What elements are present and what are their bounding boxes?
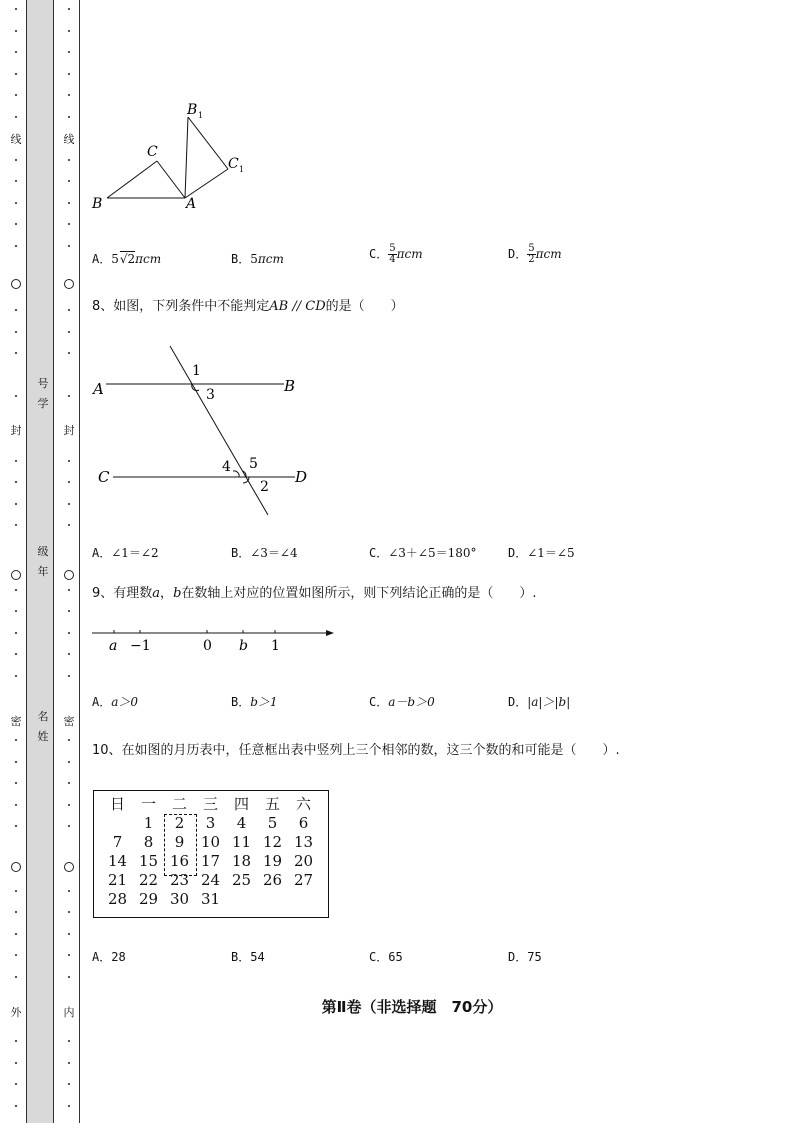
q10-option-a[interactable]: A．28 <box>92 950 126 964</box>
margin-inner-char: 线 <box>63 133 75 146</box>
calendar-week-row <box>102 890 319 909</box>
calendar-day-cell: 17 <box>200 852 221 870</box>
axis-label-one: 1 <box>271 638 280 654</box>
calendar-weekday: 五 <box>264 795 280 813</box>
calendar-day-cell <box>288 890 319 909</box>
margin-inner-circle <box>64 570 74 580</box>
q7-option-a[interactable]: A．5√2πcm <box>92 252 162 266</box>
margin-outer-char: 封 <box>10 424 22 437</box>
calendar-day-cell: 31 <box>200 890 221 908</box>
field-label-char: 名 <box>37 710 49 723</box>
margin-inner-char: 密 <box>63 715 75 728</box>
q8-option-c[interactable]: C．∠3＋∠5＝180° <box>369 546 477 560</box>
angle-label-1: 1 <box>192 363 201 379</box>
q9-option-b[interactable]: B．b＞1 <box>231 695 278 709</box>
angle-label-3: 3 <box>206 387 215 403</box>
calendar-week-row <box>102 833 319 852</box>
calendar-header-row <box>102 795 319 814</box>
calendar-day-cell: 15 <box>138 852 159 870</box>
calendar-day-cell: 2 <box>174 814 185 832</box>
calendar-day-cell: 22 <box>138 871 159 889</box>
calendar-week-row <box>102 814 319 833</box>
calendar-day-cell: 27 <box>293 871 314 889</box>
calendar-weekday: 六 <box>295 795 311 813</box>
q9-option-d[interactable]: D．|a|＞|b| <box>508 695 571 709</box>
axis-label-a: a <box>109 638 118 654</box>
q7-option-b[interactable]: B．5πcm <box>231 252 284 266</box>
label-C1: C <box>228 156 239 172</box>
field-label-char: 级 <box>37 545 49 558</box>
q7-rotation-figure <box>85 95 265 220</box>
calendar-week-row <box>102 871 319 890</box>
angle-label-4: 4 <box>222 459 231 475</box>
margin-inner-circle <box>64 279 74 289</box>
q8-parallel-lines-figure <box>88 340 318 525</box>
calendar-day-cell <box>257 890 288 909</box>
calendar-day-cell: 16 <box>169 852 190 870</box>
label-B: B <box>92 196 103 212</box>
margin-outer-char: 外 <box>10 1006 22 1019</box>
margin-border-left <box>26 0 27 1123</box>
calendar-day-cell: 26 <box>262 871 283 889</box>
q7-option-c[interactable]: C． $\frac{5}{4}$ πcm <box>369 243 423 265</box>
margin-outer-char: 线 <box>10 133 22 146</box>
calendar-weekday: 二 <box>171 795 187 813</box>
label-C1-subscript: 1 <box>239 165 245 174</box>
calendar-day-cell <box>102 814 133 833</box>
q10-stem: 10、在如图的月历表中，任意框出表中竖列上三个相邻的数，这三个数的和可能是（ ）. <box>92 743 620 758</box>
calendar-day-cell: 10 <box>200 833 221 851</box>
calendar-day-cell: 21 <box>107 871 128 889</box>
q8-option-a[interactable]: A．∠1＝∠2 <box>92 546 159 560</box>
margin-border-right <box>53 0 54 1123</box>
calendar-day-cell <box>226 890 257 909</box>
calendar-weekday: 一 <box>140 795 156 813</box>
field-label-char: 学 <box>37 397 49 410</box>
calendar-day-cell: 25 <box>231 871 252 889</box>
calendar-day-cell: 14 <box>107 852 128 870</box>
q8-stem: 8、如图，下列条件中不能判定AB // CD的是（ ） <box>92 299 404 314</box>
q10-option-d[interactable]: D．75 <box>508 950 542 964</box>
binding-margin-strip <box>26 0 53 1123</box>
calendar-day-cell: 29 <box>138 890 159 908</box>
q9-option-c[interactable]: C．a－b＞0 <box>369 695 435 709</box>
margin-outer-circle <box>11 570 21 580</box>
axis-label-minus-one: −1 <box>130 638 151 654</box>
calendar-day-cell: 9 <box>174 833 185 851</box>
angle-label-5: 5 <box>249 456 258 472</box>
q8-option-b[interactable]: B．∠3＝∠4 <box>231 546 298 560</box>
q7-option-d[interactable]: D． $\frac{5}{2}$ πcm <box>508 243 562 265</box>
calendar-day-cell: 18 <box>231 852 252 870</box>
margin-cut-line <box>79 0 80 1123</box>
label-C: C <box>98 468 110 486</box>
calendar-day-cell: 4 <box>236 814 247 832</box>
margin-outer-circle <box>11 279 21 289</box>
calendar-day-cell: 8 <box>143 833 154 851</box>
calendar-day-cell: 23 <box>169 871 190 889</box>
calendar-dashed-selection-box <box>164 814 197 876</box>
field-label-char: 年 <box>37 565 49 578</box>
calendar-weekday: 四 <box>233 795 249 813</box>
q9-option-a[interactable]: A．a＞0 <box>92 695 139 709</box>
calendar-day-cell: 6 <box>298 814 309 832</box>
field-label-char: 号 <box>37 377 49 390</box>
calendar-day-cell: 30 <box>169 890 190 908</box>
label-B1-subscript: 1 <box>198 111 204 120</box>
q8-option-d[interactable]: D．∠1＝∠5 <box>508 546 575 560</box>
axis-label-b: b <box>239 638 248 654</box>
margin-inner-char: 封 <box>63 424 75 437</box>
axis-label-zero: 0 <box>203 638 212 654</box>
label-B1: B <box>187 102 198 118</box>
label-D: D <box>295 468 308 486</box>
label-A: A <box>186 196 197 212</box>
calendar-day-cell: 24 <box>200 871 221 889</box>
calendar-weekday: 日 <box>109 795 125 813</box>
calendar-day-cell: 7 <box>112 833 123 851</box>
calendar-day-cell: 1 <box>143 814 154 832</box>
q10-option-b[interactable]: B．54 <box>231 950 265 964</box>
label-A: A <box>93 380 104 398</box>
calendar-day-cell: 12 <box>262 833 283 851</box>
label-B: B <box>284 377 296 395</box>
calendar-day-cell: 3 <box>205 814 216 832</box>
margin-outer-circle <box>11 862 21 872</box>
calendar-day-cell: 5 <box>267 814 278 832</box>
q9-stem: 9、有理数a，b在数轴上对应的位置如图所示，则下列结论正确的是（ ）. <box>92 586 537 601</box>
angle-label-2: 2 <box>260 479 269 495</box>
calendar-day-cell: 28 <box>107 890 128 908</box>
q9-number-line <box>88 622 338 658</box>
calendar-day-cell: 20 <box>293 852 314 870</box>
q10-option-c[interactable]: C．65 <box>369 950 403 964</box>
margin-inner-circle <box>64 862 74 872</box>
field-label-char: 姓 <box>37 730 49 743</box>
margin-inner-char: 内 <box>63 1006 75 1019</box>
calendar-day-cell: 19 <box>262 852 283 870</box>
margin-outer-char: 密 <box>10 715 22 728</box>
q10-calendar <box>93 790 329 918</box>
calendar-week-row <box>102 852 319 871</box>
calendar-day-cell: 11 <box>231 833 252 851</box>
calendar-day-cell: 13 <box>293 833 314 851</box>
calendar-weekday: 三 <box>202 795 218 813</box>
label-C: C <box>147 144 158 160</box>
section-2-title: 第Ⅱ卷（非选择题 70分） <box>321 998 503 1016</box>
